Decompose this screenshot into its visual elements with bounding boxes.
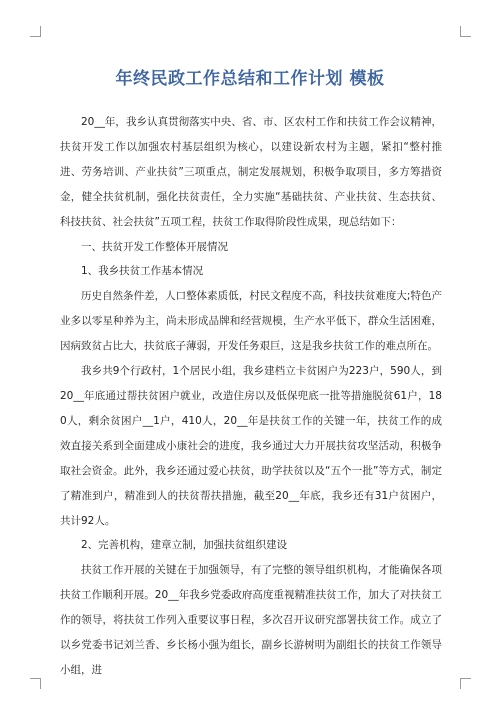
document-body <box>60 110 442 683</box>
body-paragraph: 扶贫工作开展的关键在于加强领导，有了完整的领导组织机构，才能确保各项扶贫工作顺利开展。20__年我乡党委政府高度重视精准扶贫工作，加大了对扶贫工作的领导，将扶贫工作列入重要议事日程，多次召开议研究部署扶贫工作。成立了以乡党委书记刘兰香、乡长杨小强为组长，副乡长游树明为副组长的扶贫工作领导小组，进 <box>60 564 442 676</box>
page-corner-mark-top-right <box>460 26 471 37</box>
subsection-heading-1: 1、我乡扶贫工作基本情况 <box>81 265 204 278</box>
document-title: 年终民政工作总结和工作计划 模板 <box>115 69 385 89</box>
page-corner-mark-top-left <box>30 26 41 37</box>
page-corner-mark-bottom-right <box>460 678 471 689</box>
subsection-heading-2: 2、完善机构，建章立制，加强扶贫组织建设 <box>81 539 288 552</box>
body-paragraph: 我乡共9个行政村，1个居民小组，我乡建档立卡贫困户为223户，590人，到20__年底通过帮扶贫困户就业，改造住房以及低保兜底一批等措施脱贫61户，180人，剩余贫困户__1户，410人，20__年是扶贫工作的关键一年，扶贫工作的成效直接关系到全面建成小康社会的进度，我乡通过大力开展扶贫攻坚活动，积极争取社会资金。此外，我乡还通过爱心扶贫，助学扶贫以及“五个一批”等方式，制定了精准到户，精准到人的扶贫帮扶措施，截至20__年底，我乡还有31户贫困户，共计92人。 <box>60 365 442 527</box>
intro-paragraph: 20__年，我乡认真贯彻落实中央、省、市、区农村工作和扶贫工作会议精神，扶贫开发工作以加强农村基层组织为核心，以建设新农村为主题，紧扣“整村推进、劳务培训、产业扶贫”三项重点，制定发展规划，积极争取项目，多方筹措资金，健全扶贫机制，强化扶贫责任，全力实施“基础扶贫、产业扶贫、生态扶贫、科技扶贫、社会扶贫”五项工程，扶贫工作取得阶段性成果，现总结如下： <box>60 116 442 228</box>
page-corner-mark-bottom-left <box>30 678 41 689</box>
section-heading-1: 一、扶贫开发工作整体开展情况 <box>81 240 228 253</box>
body-paragraph: 历史自然条件差，人口整体素质低，村民文程度不高，科技扶贫难度大;特色产业多以零星种养为主，尚未形成品牌和经营规模，生产水平低下，群众生活困难，因病致贫占比大，扶贫底子薄弱，开发任务艰巨，这是我乡扶贫工作的难点所在。 <box>60 290 442 353</box>
